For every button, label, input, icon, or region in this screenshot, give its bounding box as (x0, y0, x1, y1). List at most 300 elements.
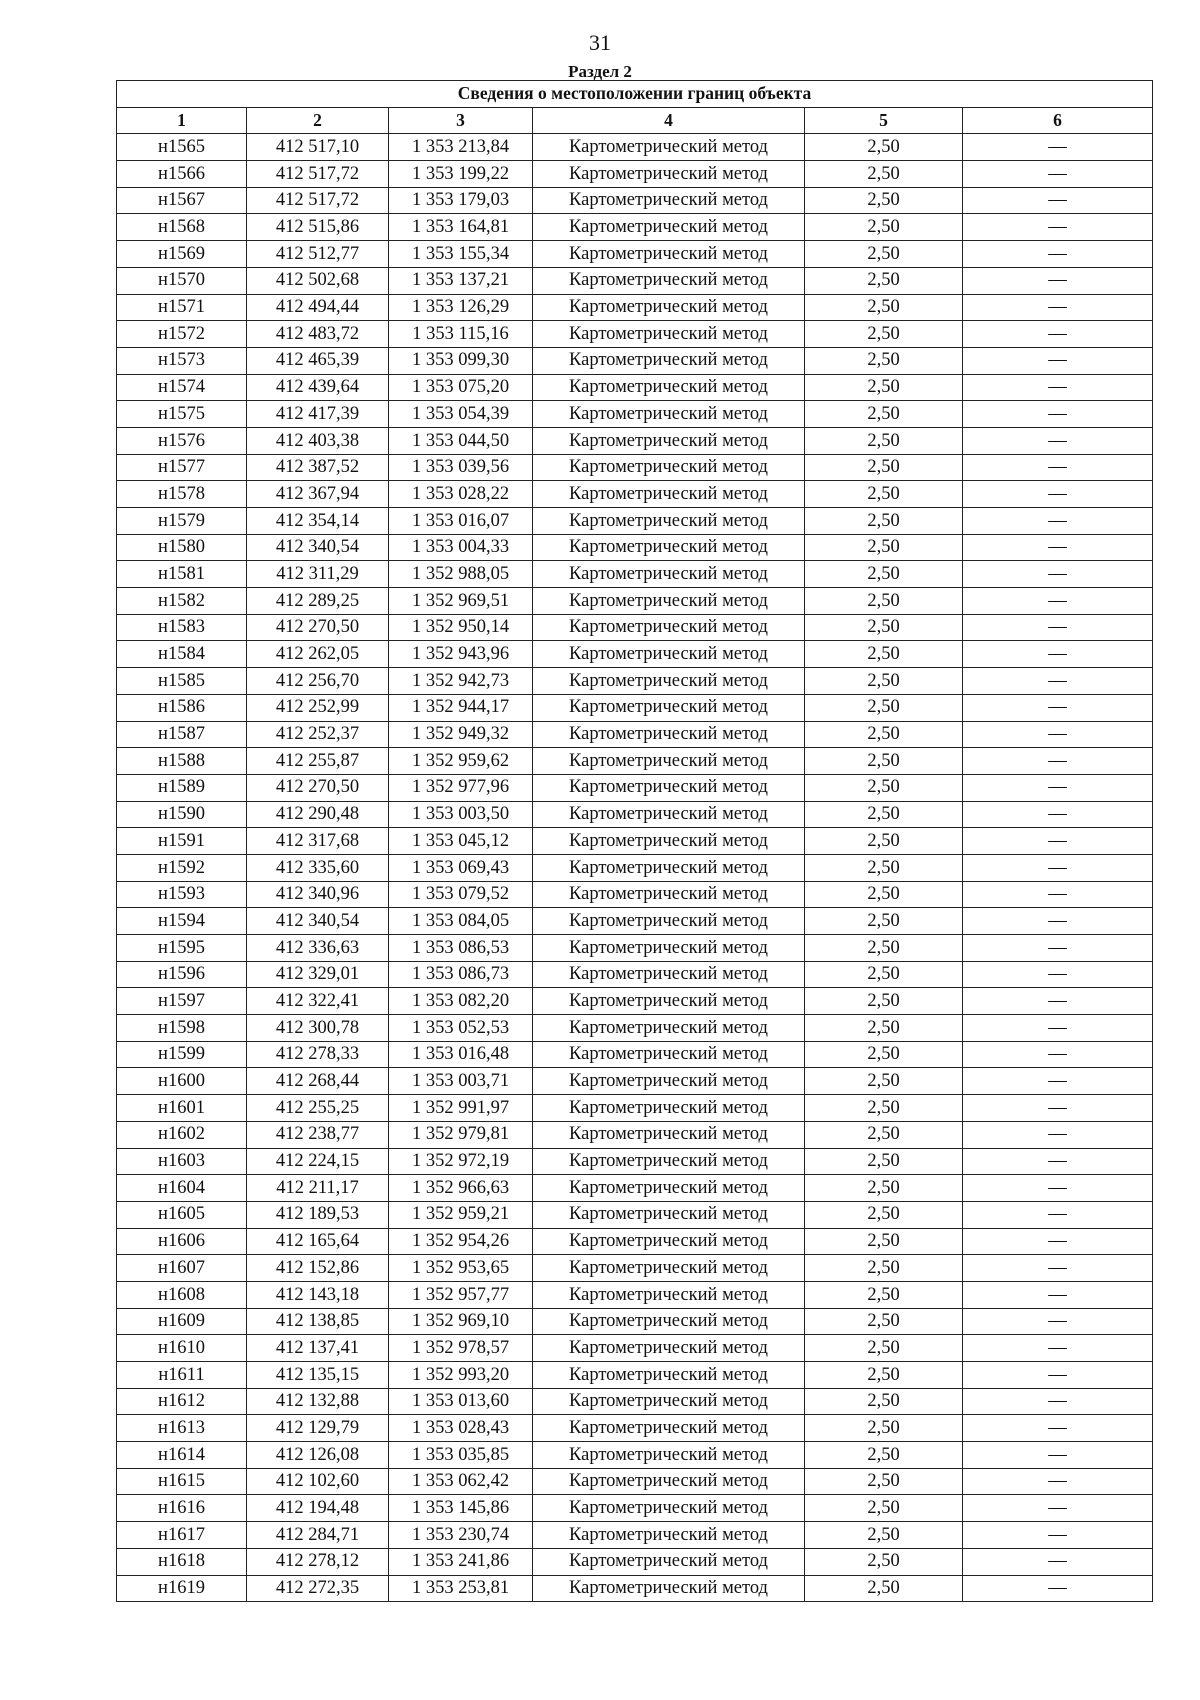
accuracy-cell: 2,50 (805, 1148, 963, 1175)
method-cell: Картометрический метод (533, 748, 805, 775)
x-coordinate-cell: 412 252,37 (247, 721, 389, 748)
point-name-cell: н1608 (117, 1281, 247, 1308)
description-cell: — (963, 294, 1153, 321)
point-name-cell: н1576 (117, 427, 247, 454)
accuracy-cell: 2,50 (805, 1121, 963, 1148)
accuracy-cell: 2,50 (805, 1575, 963, 1602)
y-coordinate-cell: 1 353 044,50 (389, 427, 533, 454)
table-row (117, 1148, 1153, 1175)
description-cell: — (963, 1148, 1153, 1175)
table-row (117, 241, 1153, 268)
y-coordinate-cell: 1 353 028,22 (389, 481, 533, 508)
method-cell: Картометрический метод (533, 1095, 805, 1122)
point-name-cell: н1581 (117, 561, 247, 588)
x-coordinate-cell: 412 494,44 (247, 294, 389, 321)
description-cell: — (963, 1281, 1153, 1308)
point-name-cell: н1566 (117, 161, 247, 188)
x-coordinate-cell: 412 517,72 (247, 161, 389, 188)
point-name-cell: н1596 (117, 961, 247, 988)
table-row (117, 694, 1153, 721)
method-cell: Картометрический метод (533, 214, 805, 241)
table-row (117, 748, 1153, 775)
x-coordinate-cell: 412 290,48 (247, 801, 389, 828)
table-row (117, 614, 1153, 641)
method-cell: Картометрический метод (533, 1281, 805, 1308)
table-row (117, 588, 1153, 615)
column-number: 4 (533, 107, 805, 134)
x-coordinate-cell: 412 270,50 (247, 614, 389, 641)
x-coordinate-cell: 412 211,17 (247, 1175, 389, 1202)
method-cell: Картометрический метод (533, 1495, 805, 1522)
x-coordinate-cell: 412 255,87 (247, 748, 389, 775)
description-cell: — (963, 1201, 1153, 1228)
table-row (117, 1442, 1153, 1469)
boundary-coordinates-table (116, 80, 1153, 1602)
x-coordinate-cell: 412 517,72 (247, 187, 389, 214)
point-name-cell: н1567 (117, 187, 247, 214)
point-name-cell: н1573 (117, 347, 247, 374)
accuracy-cell: 2,50 (805, 241, 963, 268)
method-cell: Картометрический метод (533, 508, 805, 535)
method-cell: Картометрический метод (533, 1175, 805, 1202)
method-cell: Картометрический метод (533, 1308, 805, 1335)
point-name-cell: н1580 (117, 534, 247, 561)
description-cell: — (963, 1362, 1153, 1389)
x-coordinate-cell: 412 137,41 (247, 1335, 389, 1362)
accuracy-cell: 2,50 (805, 267, 963, 294)
table-row (117, 641, 1153, 668)
point-name-cell: н1589 (117, 774, 247, 801)
description-cell: — (963, 1308, 1153, 1335)
accuracy-cell: 2,50 (805, 1442, 963, 1469)
y-coordinate-cell: 1 353 082,20 (389, 988, 533, 1015)
method-cell: Картометрический метод (533, 668, 805, 695)
y-coordinate-cell: 1 353 241,86 (389, 1548, 533, 1575)
accuracy-cell: 2,50 (805, 1175, 963, 1202)
x-coordinate-cell: 412 340,96 (247, 881, 389, 908)
x-coordinate-cell: 412 165,64 (247, 1228, 389, 1255)
accuracy-cell: 2,50 (805, 561, 963, 588)
y-coordinate-cell: 1 353 099,30 (389, 347, 533, 374)
table-row (117, 1068, 1153, 1095)
method-cell: Картометрический метод (533, 988, 805, 1015)
table-row (117, 1281, 1153, 1308)
accuracy-cell: 2,50 (805, 1015, 963, 1042)
method-cell: Картометрический метод (533, 1442, 805, 1469)
table-row (117, 1121, 1153, 1148)
page-number: 31 (589, 30, 611, 55)
method-cell: Картометрический метод (533, 187, 805, 214)
method-cell: Картометрический метод (533, 134, 805, 161)
y-coordinate-cell: 1 352 959,62 (389, 748, 533, 775)
point-name-cell: н1578 (117, 481, 247, 508)
accuracy-cell: 2,50 (805, 161, 963, 188)
y-coordinate-cell: 1 353 115,16 (389, 321, 533, 348)
table-row (117, 508, 1153, 535)
column-number: 1 (117, 107, 247, 134)
table-row (117, 988, 1153, 1015)
y-coordinate-cell: 1 353 084,05 (389, 908, 533, 935)
method-cell: Картометрический метод (533, 1068, 805, 1095)
point-name-cell: н1582 (117, 588, 247, 615)
accuracy-cell: 2,50 (805, 1201, 963, 1228)
y-coordinate-cell: 1 352 953,65 (389, 1255, 533, 1282)
accuracy-cell: 2,50 (805, 614, 963, 641)
y-coordinate-cell: 1 353 230,74 (389, 1522, 533, 1549)
description-cell: — (963, 1068, 1153, 1095)
accuracy-cell: 2,50 (805, 508, 963, 535)
x-coordinate-cell: 412 387,52 (247, 454, 389, 481)
accuracy-cell: 2,50 (805, 908, 963, 935)
x-coordinate-cell: 412 126,08 (247, 1442, 389, 1469)
point-name-cell: н1617 (117, 1522, 247, 1549)
description-cell: — (963, 1255, 1153, 1282)
x-coordinate-cell: 412 252,99 (247, 694, 389, 721)
description-cell: — (963, 561, 1153, 588)
accuracy-cell: 2,50 (805, 1228, 963, 1255)
accuracy-cell: 2,50 (805, 1041, 963, 1068)
table-row (117, 401, 1153, 428)
accuracy-cell: 2,50 (805, 1255, 963, 1282)
description-cell: — (963, 214, 1153, 241)
description-cell: — (963, 1468, 1153, 1495)
accuracy-cell: 2,50 (805, 988, 963, 1015)
point-name-cell: н1570 (117, 267, 247, 294)
description-cell: — (963, 668, 1153, 695)
table-row (117, 1495, 1153, 1522)
x-coordinate-cell: 412 143,18 (247, 1281, 389, 1308)
description-cell: — (963, 427, 1153, 454)
table-row (117, 1201, 1153, 1228)
table-row (117, 1175, 1153, 1202)
accuracy-cell: 2,50 (805, 534, 963, 561)
table-row (117, 1095, 1153, 1122)
description-cell: — (963, 588, 1153, 615)
y-coordinate-cell: 1 353 003,71 (389, 1068, 533, 1095)
method-cell: Картометрический метод (533, 1255, 805, 1282)
point-name-cell: н1585 (117, 668, 247, 695)
y-coordinate-cell: 1 352 969,51 (389, 588, 533, 615)
point-name-cell: н1588 (117, 748, 247, 775)
table-body (117, 134, 1153, 1602)
x-coordinate-cell: 412 367,94 (247, 481, 389, 508)
accuracy-cell: 2,50 (805, 1415, 963, 1442)
x-coordinate-cell: 412 238,77 (247, 1121, 389, 1148)
accuracy-cell: 2,50 (805, 801, 963, 828)
x-coordinate-cell: 412 278,12 (247, 1548, 389, 1575)
point-name-cell: н1605 (117, 1201, 247, 1228)
method-cell: Картометрический метод (533, 854, 805, 881)
description-cell: — (963, 534, 1153, 561)
method-cell: Картометрический метод (533, 1468, 805, 1495)
method-cell: Картометрический метод (533, 1575, 805, 1602)
x-coordinate-cell: 412 354,14 (247, 508, 389, 535)
x-coordinate-cell: 412 270,50 (247, 774, 389, 801)
method-cell: Картометрический метод (533, 588, 805, 615)
accuracy-cell: 2,50 (805, 1548, 963, 1575)
point-name-cell: н1569 (117, 241, 247, 268)
table-row (117, 347, 1153, 374)
accuracy-cell: 2,50 (805, 1281, 963, 1308)
accuracy-cell: 2,50 (805, 214, 963, 241)
x-coordinate-cell: 412 512,77 (247, 241, 389, 268)
y-coordinate-cell: 1 353 155,34 (389, 241, 533, 268)
x-coordinate-cell: 412 255,25 (247, 1095, 389, 1122)
table-caption: Сведения о местоположении границ объекта (117, 81, 1153, 108)
x-coordinate-cell: 412 135,15 (247, 1362, 389, 1389)
point-name-cell: н1590 (117, 801, 247, 828)
point-name-cell: н1593 (117, 881, 247, 908)
method-cell: Картометрический метод (533, 614, 805, 641)
accuracy-cell: 2,50 (805, 454, 963, 481)
point-name-cell: н1586 (117, 694, 247, 721)
accuracy-cell: 2,50 (805, 427, 963, 454)
description-cell: — (963, 454, 1153, 481)
table-row (117, 1575, 1153, 1602)
method-cell: Картометрический метод (533, 641, 805, 668)
x-coordinate-cell: 412 138,85 (247, 1308, 389, 1335)
table-row (117, 1522, 1153, 1549)
description-cell: — (963, 1175, 1153, 1202)
method-cell: Картометрический метод (533, 241, 805, 268)
method-cell: Картометрический метод (533, 161, 805, 188)
table-row (117, 668, 1153, 695)
point-name-cell: н1618 (117, 1548, 247, 1575)
accuracy-cell: 2,50 (805, 1068, 963, 1095)
table-row (117, 161, 1153, 188)
description-cell: — (963, 347, 1153, 374)
table-row (117, 267, 1153, 294)
table-row (117, 1548, 1153, 1575)
y-coordinate-cell: 1 353 062,42 (389, 1468, 533, 1495)
description-cell: — (963, 828, 1153, 855)
table-row (117, 774, 1153, 801)
point-name-cell: н1603 (117, 1148, 247, 1175)
method-cell: Картометрический метод (533, 961, 805, 988)
description-cell: — (963, 1522, 1153, 1549)
table-row (117, 1015, 1153, 1042)
x-coordinate-cell: 412 300,78 (247, 1015, 389, 1042)
point-name-cell: н1592 (117, 854, 247, 881)
point-name-cell: н1591 (117, 828, 247, 855)
x-coordinate-cell: 412 336,63 (247, 935, 389, 962)
x-coordinate-cell: 412 289,25 (247, 588, 389, 615)
table-row (117, 534, 1153, 561)
y-coordinate-cell: 1 353 028,43 (389, 1415, 533, 1442)
point-name-cell: н1604 (117, 1175, 247, 1202)
table-row (117, 935, 1153, 962)
accuracy-cell: 2,50 (805, 1095, 963, 1122)
accuracy-cell: 2,50 (805, 1335, 963, 1362)
point-name-cell: н1601 (117, 1095, 247, 1122)
accuracy-cell: 2,50 (805, 481, 963, 508)
y-coordinate-cell: 1 352 957,77 (389, 1281, 533, 1308)
accuracy-cell: 2,50 (805, 1388, 963, 1415)
y-coordinate-cell: 1 353 213,84 (389, 134, 533, 161)
x-coordinate-cell: 412 322,41 (247, 988, 389, 1015)
point-name-cell: н1616 (117, 1495, 247, 1522)
table-row (117, 427, 1153, 454)
accuracy-cell: 2,50 (805, 187, 963, 214)
y-coordinate-cell: 1 352 959,21 (389, 1201, 533, 1228)
y-coordinate-cell: 1 352 972,19 (389, 1148, 533, 1175)
accuracy-cell: 2,50 (805, 694, 963, 721)
method-cell: Картометрический метод (533, 1201, 805, 1228)
table-row (117, 1468, 1153, 1495)
description-cell: — (963, 508, 1153, 535)
table-row (117, 1041, 1153, 1068)
accuracy-cell: 2,50 (805, 1495, 963, 1522)
method-cell: Картометрический метод (533, 347, 805, 374)
point-name-cell: н1599 (117, 1041, 247, 1068)
description-cell: — (963, 1495, 1153, 1522)
table-row (117, 1362, 1153, 1389)
point-name-cell: н1609 (117, 1308, 247, 1335)
point-name-cell: н1612 (117, 1388, 247, 1415)
x-coordinate-cell: 412 256,70 (247, 668, 389, 695)
method-cell: Картометрический метод (533, 721, 805, 748)
point-name-cell: н1577 (117, 454, 247, 481)
point-name-cell: н1598 (117, 1015, 247, 1042)
accuracy-cell: 2,50 (805, 668, 963, 695)
description-cell: — (963, 774, 1153, 801)
x-coordinate-cell: 412 465,39 (247, 347, 389, 374)
y-coordinate-cell: 1 353 179,03 (389, 187, 533, 214)
point-name-cell: н1607 (117, 1255, 247, 1282)
x-coordinate-cell: 412 268,44 (247, 1068, 389, 1095)
y-coordinate-cell: 1 353 045,12 (389, 828, 533, 855)
accuracy-cell: 2,50 (805, 854, 963, 881)
x-coordinate-cell: 412 329,01 (247, 961, 389, 988)
y-coordinate-cell: 1 352 949,32 (389, 721, 533, 748)
description-cell: — (963, 1041, 1153, 1068)
point-name-cell: н1595 (117, 935, 247, 962)
y-coordinate-cell: 1 353 075,20 (389, 374, 533, 401)
y-coordinate-cell: 1 353 069,43 (389, 854, 533, 881)
method-cell: Картометрический метод (533, 1335, 805, 1362)
description-cell: — (963, 881, 1153, 908)
x-coordinate-cell: 412 340,54 (247, 908, 389, 935)
accuracy-cell: 2,50 (805, 641, 963, 668)
x-coordinate-cell: 412 189,53 (247, 1201, 389, 1228)
y-coordinate-cell: 1 353 253,81 (389, 1575, 533, 1602)
table-row (117, 1415, 1153, 1442)
accuracy-cell: 2,50 (805, 401, 963, 428)
point-name-cell: н1587 (117, 721, 247, 748)
y-coordinate-cell: 1 352 978,57 (389, 1335, 533, 1362)
accuracy-cell: 2,50 (805, 961, 963, 988)
table-row (117, 481, 1153, 508)
accuracy-cell: 2,50 (805, 321, 963, 348)
y-coordinate-cell: 1 353 054,39 (389, 401, 533, 428)
method-cell: Картометрический метод (533, 828, 805, 855)
accuracy-cell: 2,50 (805, 774, 963, 801)
description-cell: — (963, 267, 1153, 294)
description-cell: — (963, 321, 1153, 348)
method-cell: Картометрический метод (533, 534, 805, 561)
accuracy-cell: 2,50 (805, 588, 963, 615)
method-cell: Картометрический метод (533, 881, 805, 908)
description-cell: — (963, 134, 1153, 161)
method-cell: Картометрический метод (533, 935, 805, 962)
x-coordinate-cell: 412 224,15 (247, 1148, 389, 1175)
y-coordinate-cell: 1 352 942,73 (389, 668, 533, 695)
method-cell: Картометрический метод (533, 427, 805, 454)
table-row (117, 454, 1153, 481)
description-cell: — (963, 1095, 1153, 1122)
description-cell: — (963, 935, 1153, 962)
y-coordinate-cell: 1 352 950,14 (389, 614, 533, 641)
accuracy-cell: 2,50 (805, 294, 963, 321)
point-name-cell: н1571 (117, 294, 247, 321)
table-row (117, 374, 1153, 401)
y-coordinate-cell: 1 353 137,21 (389, 267, 533, 294)
y-coordinate-cell: 1 353 035,85 (389, 1442, 533, 1469)
y-coordinate-cell: 1 353 004,33 (389, 534, 533, 561)
method-cell: Картометрический метод (533, 454, 805, 481)
table-row (117, 908, 1153, 935)
description-cell: — (963, 908, 1153, 935)
method-cell: Картометрический метод (533, 774, 805, 801)
accuracy-cell: 2,50 (805, 1522, 963, 1549)
method-cell: Картометрический метод (533, 1148, 805, 1175)
point-name-cell: н1597 (117, 988, 247, 1015)
x-coordinate-cell: 412 439,64 (247, 374, 389, 401)
accuracy-cell: 2,50 (805, 1362, 963, 1389)
description-cell: — (963, 1121, 1153, 1148)
method-cell: Картометрический метод (533, 694, 805, 721)
table-row (117, 1308, 1153, 1335)
table-row (117, 294, 1153, 321)
y-coordinate-cell: 1 352 977,96 (389, 774, 533, 801)
y-coordinate-cell: 1 353 016,07 (389, 508, 533, 535)
y-coordinate-cell: 1 352 979,81 (389, 1121, 533, 1148)
description-cell: — (963, 641, 1153, 668)
accuracy-cell: 2,50 (805, 347, 963, 374)
x-coordinate-cell: 412 317,68 (247, 828, 389, 855)
point-name-cell: н1568 (117, 214, 247, 241)
accuracy-cell: 2,50 (805, 374, 963, 401)
x-coordinate-cell: 412 403,38 (247, 427, 389, 454)
y-coordinate-cell: 1 352 954,26 (389, 1228, 533, 1255)
table-row (117, 961, 1153, 988)
table-row (117, 561, 1153, 588)
y-coordinate-cell: 1 352 969,10 (389, 1308, 533, 1335)
x-coordinate-cell: 412 272,35 (247, 1575, 389, 1602)
x-coordinate-cell: 412 194,48 (247, 1495, 389, 1522)
accuracy-cell: 2,50 (805, 748, 963, 775)
description-cell: — (963, 694, 1153, 721)
accuracy-cell: 2,50 (805, 1308, 963, 1335)
y-coordinate-cell: 1 353 039,56 (389, 454, 533, 481)
description-cell: — (963, 481, 1153, 508)
accuracy-cell: 2,50 (805, 881, 963, 908)
x-coordinate-cell: 412 417,39 (247, 401, 389, 428)
y-coordinate-cell: 1 353 003,50 (389, 801, 533, 828)
table-row (117, 1335, 1153, 1362)
x-coordinate-cell: 412 284,71 (247, 1522, 389, 1549)
x-coordinate-cell: 412 517,10 (247, 134, 389, 161)
method-cell: Картометрический метод (533, 801, 805, 828)
table-row (117, 828, 1153, 855)
x-coordinate-cell: 412 262,05 (247, 641, 389, 668)
description-cell: — (963, 1575, 1153, 1602)
method-cell: Картометрический метод (533, 294, 805, 321)
method-cell: Картометрический метод (533, 1121, 805, 1148)
y-coordinate-cell: 1 352 944,17 (389, 694, 533, 721)
x-coordinate-cell: 412 311,29 (247, 561, 389, 588)
method-cell: Картометрический метод (533, 1041, 805, 1068)
